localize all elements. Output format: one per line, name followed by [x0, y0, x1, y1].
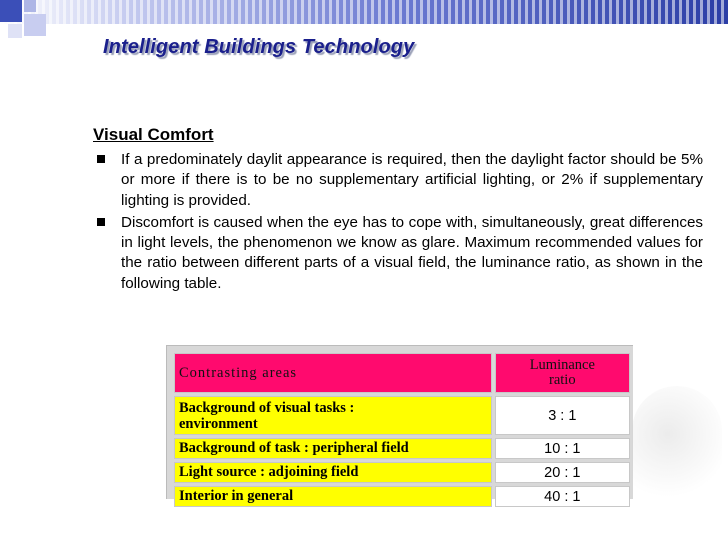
bullet-item — [95, 213, 703, 294]
table-row — [174, 438, 630, 459]
ratio-cell: 20 : 1 — [495, 462, 630, 483]
slide-title: Intelligent Buildings Technology — [103, 36, 415, 58]
corner-square-decoration — [24, 0, 36, 12]
area-line2: environment — [179, 415, 258, 432]
table-row — [174, 462, 630, 483]
ratio-cell: 10 : 1 — [495, 438, 630, 459]
ratio-cell: 3 : 1 — [495, 396, 630, 435]
header-contrasting-areas: Contrasting areas — [174, 353, 492, 393]
square-bullet-icon — [97, 218, 105, 226]
bullet-text: Discomfort is caused when the eye has to cope with, simultaneously, great differences in light levels, the phenomenon we know as glare. Maximum recommended values for the ratio between different parts of a visual field, the luminance ratio, as shown in the following table. — [121, 213, 703, 292]
area-cell — [174, 396, 492, 435]
section-heading: Visual Comfort — [93, 125, 214, 144]
square-bullet-icon — [97, 155, 105, 163]
bullet-text: If a predominately daylit appearance is required, then the daylight factor should be 5% or more if there is to be no supplementary artificial lighting, or 2% if supplementary lighting is provided. — [121, 151, 703, 209]
area-line1: Background of visual tasks : — [179, 399, 355, 416]
table-header-row — [174, 353, 630, 393]
header-band-decoration — [0, 0, 728, 24]
watermark-decoration — [632, 386, 722, 506]
area-cell: Light source : adjoining field — [174, 462, 492, 483]
bullet-item — [95, 150, 703, 211]
header-ratio-line1: Luminance — [529, 357, 595, 373]
luminance-table-frame — [166, 345, 633, 505]
luminance-ratio-table — [171, 350, 633, 510]
header-ratio-line2: ratio — [549, 372, 576, 388]
table-row — [174, 396, 630, 435]
area-cell: Interior in general — [174, 486, 492, 507]
corner-square-decoration — [8, 24, 22, 38]
corner-square-decoration — [0, 0, 22, 22]
ratio-cell: 40 : 1 — [495, 486, 630, 507]
table-row — [174, 486, 630, 507]
corner-square-decoration — [24, 14, 46, 36]
area-cell: Background of task : peripheral field — [174, 438, 492, 459]
bullet-list — [95, 150, 703, 296]
header-luminance-ratio — [495, 353, 630, 393]
